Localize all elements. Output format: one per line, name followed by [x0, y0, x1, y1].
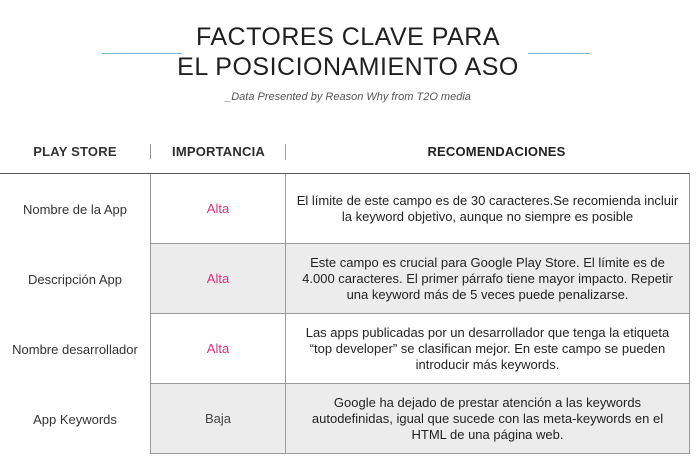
title-line-2: EL POSICIONAMIENTO ASO [177, 53, 519, 81]
table-row [0, 314, 690, 384]
importance-value: Alta [150, 314, 285, 384]
recommendation-text: El límite de este campo es de 30 caracteres.Se recomienda incluir la keyword objetivo, aunque no siempre es posible [285, 174, 690, 244]
subtitle: _Data Presented by Reason Why from T2O media [225, 91, 471, 103]
importance-value: Alta [150, 174, 285, 244]
importance-value: Baja [150, 384, 285, 454]
header-play-store: PLAY STORE [33, 144, 117, 159]
table-row [0, 174, 690, 244]
table-row [0, 384, 690, 454]
aso-table [0, 174, 690, 454]
recommendation-text: Las apps publicadas por un desarrollador que tenga la etiqueta “top developer” se clasifican mejor. En este campo se pueden introducir más keywords. [285, 314, 690, 384]
recommendation-text: Google ha dejado de prestar atención a las keywords autodefinidas, igual que sucede con las meta-keywords en el HTML de una página web. [285, 384, 690, 454]
field-name: Descripción App [28, 271, 122, 287]
header-recomendaciones: RECOMENDACIONES [285, 144, 696, 160]
field-name: Nombre de la App [22, 201, 128, 217]
importance-value: Alta [150, 244, 285, 314]
recommendation-text: Este campo es crucial para Google Play Store. El límite es de 4.000 caracteres. El primer párrafo tiene mayor impacto. Repetir una keyword más de 5 veces puede penalizarse. [285, 244, 690, 314]
table-row [0, 244, 690, 314]
field-name: App Keywords [33, 411, 117, 427]
page-title [0, 22, 696, 82]
title-line-1: FACTORES CLAVE PARA [195, 23, 501, 51]
field-name: Nombre desarrollador [12, 341, 138, 357]
header-importancia: IMPORTANCIA [150, 144, 286, 159]
